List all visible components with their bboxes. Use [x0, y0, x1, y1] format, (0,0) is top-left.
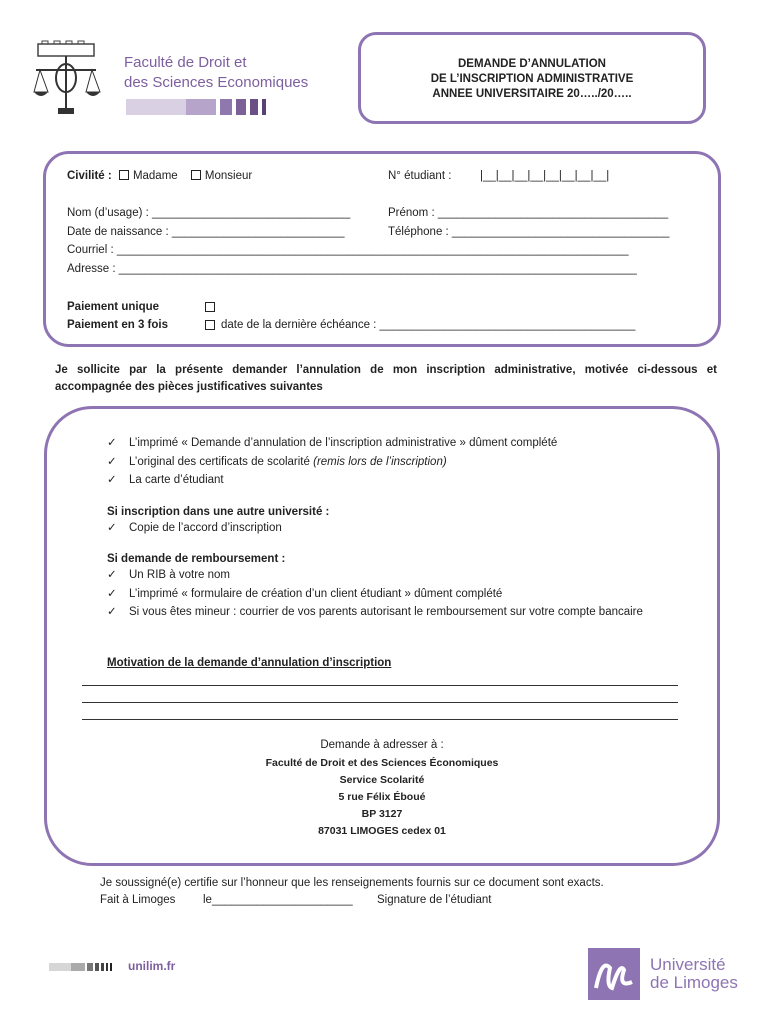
refund-heading: Si demande de remboursement :: [107, 553, 286, 565]
echeance-field[interactable]: date de la dernière échéance : ________________________________________: [221, 319, 636, 331]
motivation-line-2[interactable]: [82, 702, 678, 703]
motivation-line-3[interactable]: [82, 719, 678, 720]
other-university-docs: [107, 519, 687, 538]
paiement-unique-label: Paiement unique: [67, 301, 160, 313]
unilim-logo-icon: [588, 948, 640, 1000]
request-statement: Je sollicite par la présente demander l’annulation de mon inscription administrative, motivée ci-dessous et accompagnée des pièces justificatives suivantes: [55, 364, 717, 393]
address-intro: Demande à adresser à :: [320, 739, 444, 751]
student-number-field[interactable]: |__|__|__|__|__|__|__|__|: [480, 170, 610, 182]
paiement-3-fois-label: Paiement en 3 fois: [67, 319, 168, 331]
motivation-heading: Motivation de la demande d’annulation d’inscription: [107, 657, 392, 669]
address-line: 5 rue Félix Éboué: [338, 791, 426, 803]
checkmark-icon: ✓: [107, 587, 117, 600]
checkmark-icon: ✓: [107, 606, 117, 618]
address-line: Service Scolarité: [339, 774, 425, 786]
telephone-field[interactable]: Téléphone : __________________________________: [388, 226, 670, 238]
certification-statement: Je soussigné(e) certifie sur l’honneur que les renseignements fournis sur ce document sont exacts.: [100, 877, 604, 889]
courriel-field[interactable]: Courriel : ________________________________________________________________________________: [67, 244, 629, 256]
list-item: ✓ L’original des certificats de scolarité (remis lors de l’inscription): [107, 453, 687, 472]
madame-checkbox[interactable]: [119, 170, 129, 180]
faculty-name-line2: des Sciences Economiques: [124, 74, 309, 91]
prenom-field[interactable]: Prénom : ____________________________________: [388, 207, 669, 219]
required-documents: [107, 434, 687, 490]
date-naissance-field[interactable]: Date de naissance : ___________________________: [67, 226, 345, 238]
italic-note: (remis lors de l’inscription): [313, 455, 447, 468]
faculty-emblem: [30, 40, 102, 118]
title-line-2: DE L’INSCRIPTION ADMINISTRATIVE: [430, 73, 634, 85]
website-link[interactable]: unilim.fr: [128, 959, 176, 973]
university-name-line2: de Limoges: [650, 973, 738, 992]
footer-bars: [49, 962, 113, 974]
madame-label: Madame: [132, 170, 178, 182]
civilite-row: [67, 170, 252, 182]
paiement-unique-checkbox[interactable]: [205, 302, 215, 312]
university-name-line1: Université: [650, 955, 726, 974]
list-item: ✓ L’imprimé « formulaire de création d’un client étudiant » dûment complété: [107, 585, 687, 604]
list-item: ✓ L’imprimé « Demande d’annulation de l’inscription administrative » dûment complété: [107, 434, 687, 453]
list-item: ✓ Copie de l’accord d’inscription: [107, 519, 687, 538]
university-logo: [588, 948, 640, 1003]
signature-label: Signature de l’étudiant: [377, 894, 492, 906]
address-line: BP 3127: [361, 808, 403, 820]
checkmark-icon: ✓: [107, 522, 117, 534]
address-line: Faculté de Droit et des Sciences Économiques: [265, 757, 499, 769]
address-line: 87031 LIMOGES cedex 01: [318, 825, 446, 837]
nom-field[interactable]: Nom (d’usage) : _______________________________: [67, 207, 351, 219]
monsieur-checkbox[interactable]: [191, 170, 201, 180]
other-university-heading: Si inscription dans une autre université :: [107, 506, 330, 518]
student-number-label: N° étudiant :: [388, 170, 452, 182]
list-item: ✓ La carte d’étudiant: [107, 471, 687, 490]
monsieur-label: Monsieur: [204, 170, 253, 182]
university-name: [650, 956, 738, 992]
date-signature-field[interactable]: le______________________: [203, 894, 353, 906]
faculty-color-bars: [126, 99, 276, 115]
list-item: ✓ Un RIB à votre nom: [107, 566, 687, 585]
title-box: [358, 32, 706, 124]
scales-of-justice-icon: [30, 40, 102, 118]
paiement-3-fois-checkbox[interactable]: [205, 320, 215, 330]
checkmark-icon: ✓: [107, 437, 117, 449]
civilite-label: Civilité :: [67, 170, 112, 182]
title-line-3: ANNEE UNIVERSITAIRE 20…../20…..: [432, 88, 632, 100]
checkmark-icon: ✓: [107, 455, 117, 468]
motivation-line-1[interactable]: [82, 685, 678, 686]
adresse-field[interactable]: Adresse : _________________________________________________________________________________: [67, 263, 637, 275]
faculty-name-line1: Faculté de Droit et: [124, 54, 247, 71]
list-item: ✓ Si vous êtes mineur : courrier de vos parents autorisant le remboursement sur votre compte bancaire: [107, 603, 687, 622]
address-block: [232, 739, 532, 840]
fait-a-label: Fait à Limoges: [100, 894, 176, 906]
checkmark-icon: ✓: [107, 474, 117, 486]
title-line-1: DEMANDE D’ANNULATION: [457, 58, 606, 70]
checkmark-icon: ✓: [107, 569, 117, 581]
refund-docs: [107, 566, 687, 622]
